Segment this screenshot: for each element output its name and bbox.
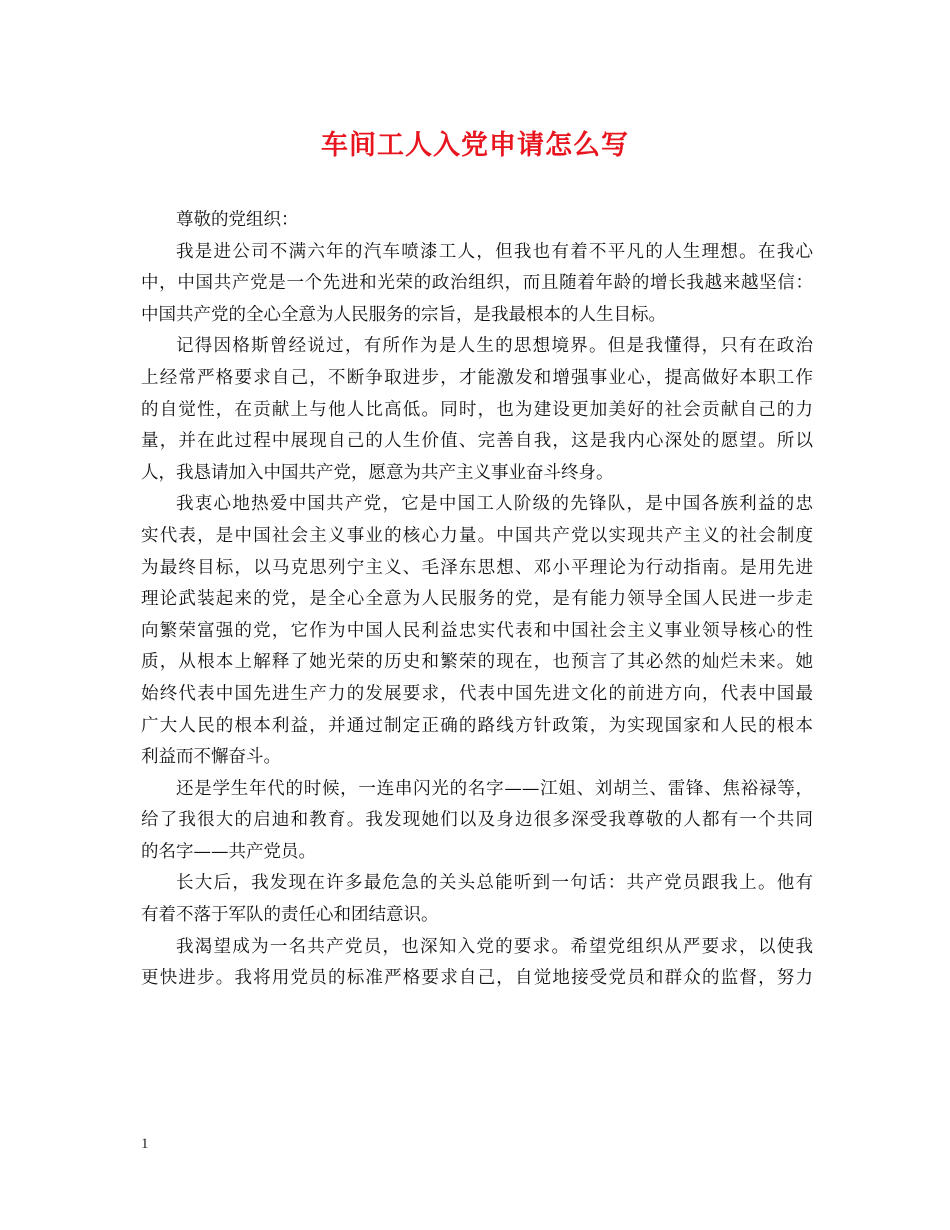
body-line: 广大人民的根本利益，并通过制定正确的路线方针政策，为实现国家和人民的根本 xyxy=(141,715,813,736)
body-line: 中国共产党的全心全意为人民服务的宗旨，是我最根本的人生目标。 xyxy=(141,304,666,325)
body-line: 我衷心地热爱中国共产党，它是中国工人阶级的先锋队，是中国各族利益的忠 xyxy=(176,494,813,515)
body-line: 实代表，是中国社会主义事业的核心力量。中国共产党以实现共产主义的社会制度 xyxy=(141,525,813,546)
body-line: 质，从根本上解释了她光荣的历史和繁荣的现在，也预言了其必然的灿烂未来。她 xyxy=(141,652,813,673)
body-line: 上经常严格要求自己，不断争取进步，才能激发和增强事业心，提高做好本职工作 xyxy=(141,367,813,388)
document-title: 车间工人入党申请怎么写 xyxy=(321,130,629,161)
document-body xyxy=(141,205,813,995)
body-line: 的自觉性，在贡献上与他人比高低。同时，也为建设更加美好的社会贡献自己的力 xyxy=(141,399,813,420)
body-line: 利益而不懈奋斗。 xyxy=(141,747,281,768)
body-line: 给了我很大的启迪和教育。我发现她们以及身边很多深受我尊敬的人都有一个共同 xyxy=(141,810,813,831)
body-line: 记得因格斯曾经说过，有所作为是人生的思想境界。但是我懂得，只有在政治 xyxy=(176,336,813,357)
page-number: 1 xyxy=(141,1136,149,1152)
body-line: 我是进公司不满六年的汽车喷漆工人，但我也有着不平凡的人生理想。在我心 xyxy=(176,241,813,262)
body-line: 为最终目标，以马克思列宁主义、毛泽东思想、邓小平理论为行动指南。是用先进 xyxy=(141,557,813,578)
body-line: 人，我恳请加入中国共产党，愿意为共产主义事业奋斗终身。 xyxy=(141,462,614,483)
body-line: 我渴望成为一名共产党员，也深知入党的要求。希望党组织从严要求，以使我 xyxy=(176,936,813,957)
body-line: 向繁荣富强的党，它作为中国人民利益忠实代表和中国社会主义事业领导核心的性 xyxy=(141,620,813,641)
body-line: 的名字——共产党员。 xyxy=(141,841,316,862)
body-line: 始终代表中国先进生产力的发展要求，代表中国先进文化的前进方向，代表中国最 xyxy=(141,683,813,704)
body-line: 中，中国共产党是一个先进和光荣的政治组织，而且随着年龄的增长我越来越坚信： xyxy=(141,273,813,294)
body-line: 还是学生年代的时候，一连串闪光的名字——江姐、刘胡兰、雷锋、焦裕禄等， xyxy=(176,778,813,799)
body-line: 有着不落于军队的责任心和团结意识。 xyxy=(141,905,439,926)
body-line: 量，并在此过程中展现自己的人生价值、完善自我，这是我内心深处的愿望。所以 xyxy=(141,431,813,452)
body-line: 更快进步。我将用党员的标准严格要求自己，自觉地接受党员和群众的监督，努力 xyxy=(141,968,813,989)
body-line: 理论武装起来的党，是全心全意为人民服务的党，是有能力领导全国人民进一步走 xyxy=(141,589,813,610)
body-line: 长大后，我发现在许多最危急的关头总能听到一句话：共产党员跟我上。他有 xyxy=(176,873,813,894)
body-line: 尊敬的党组织： xyxy=(176,210,299,230)
